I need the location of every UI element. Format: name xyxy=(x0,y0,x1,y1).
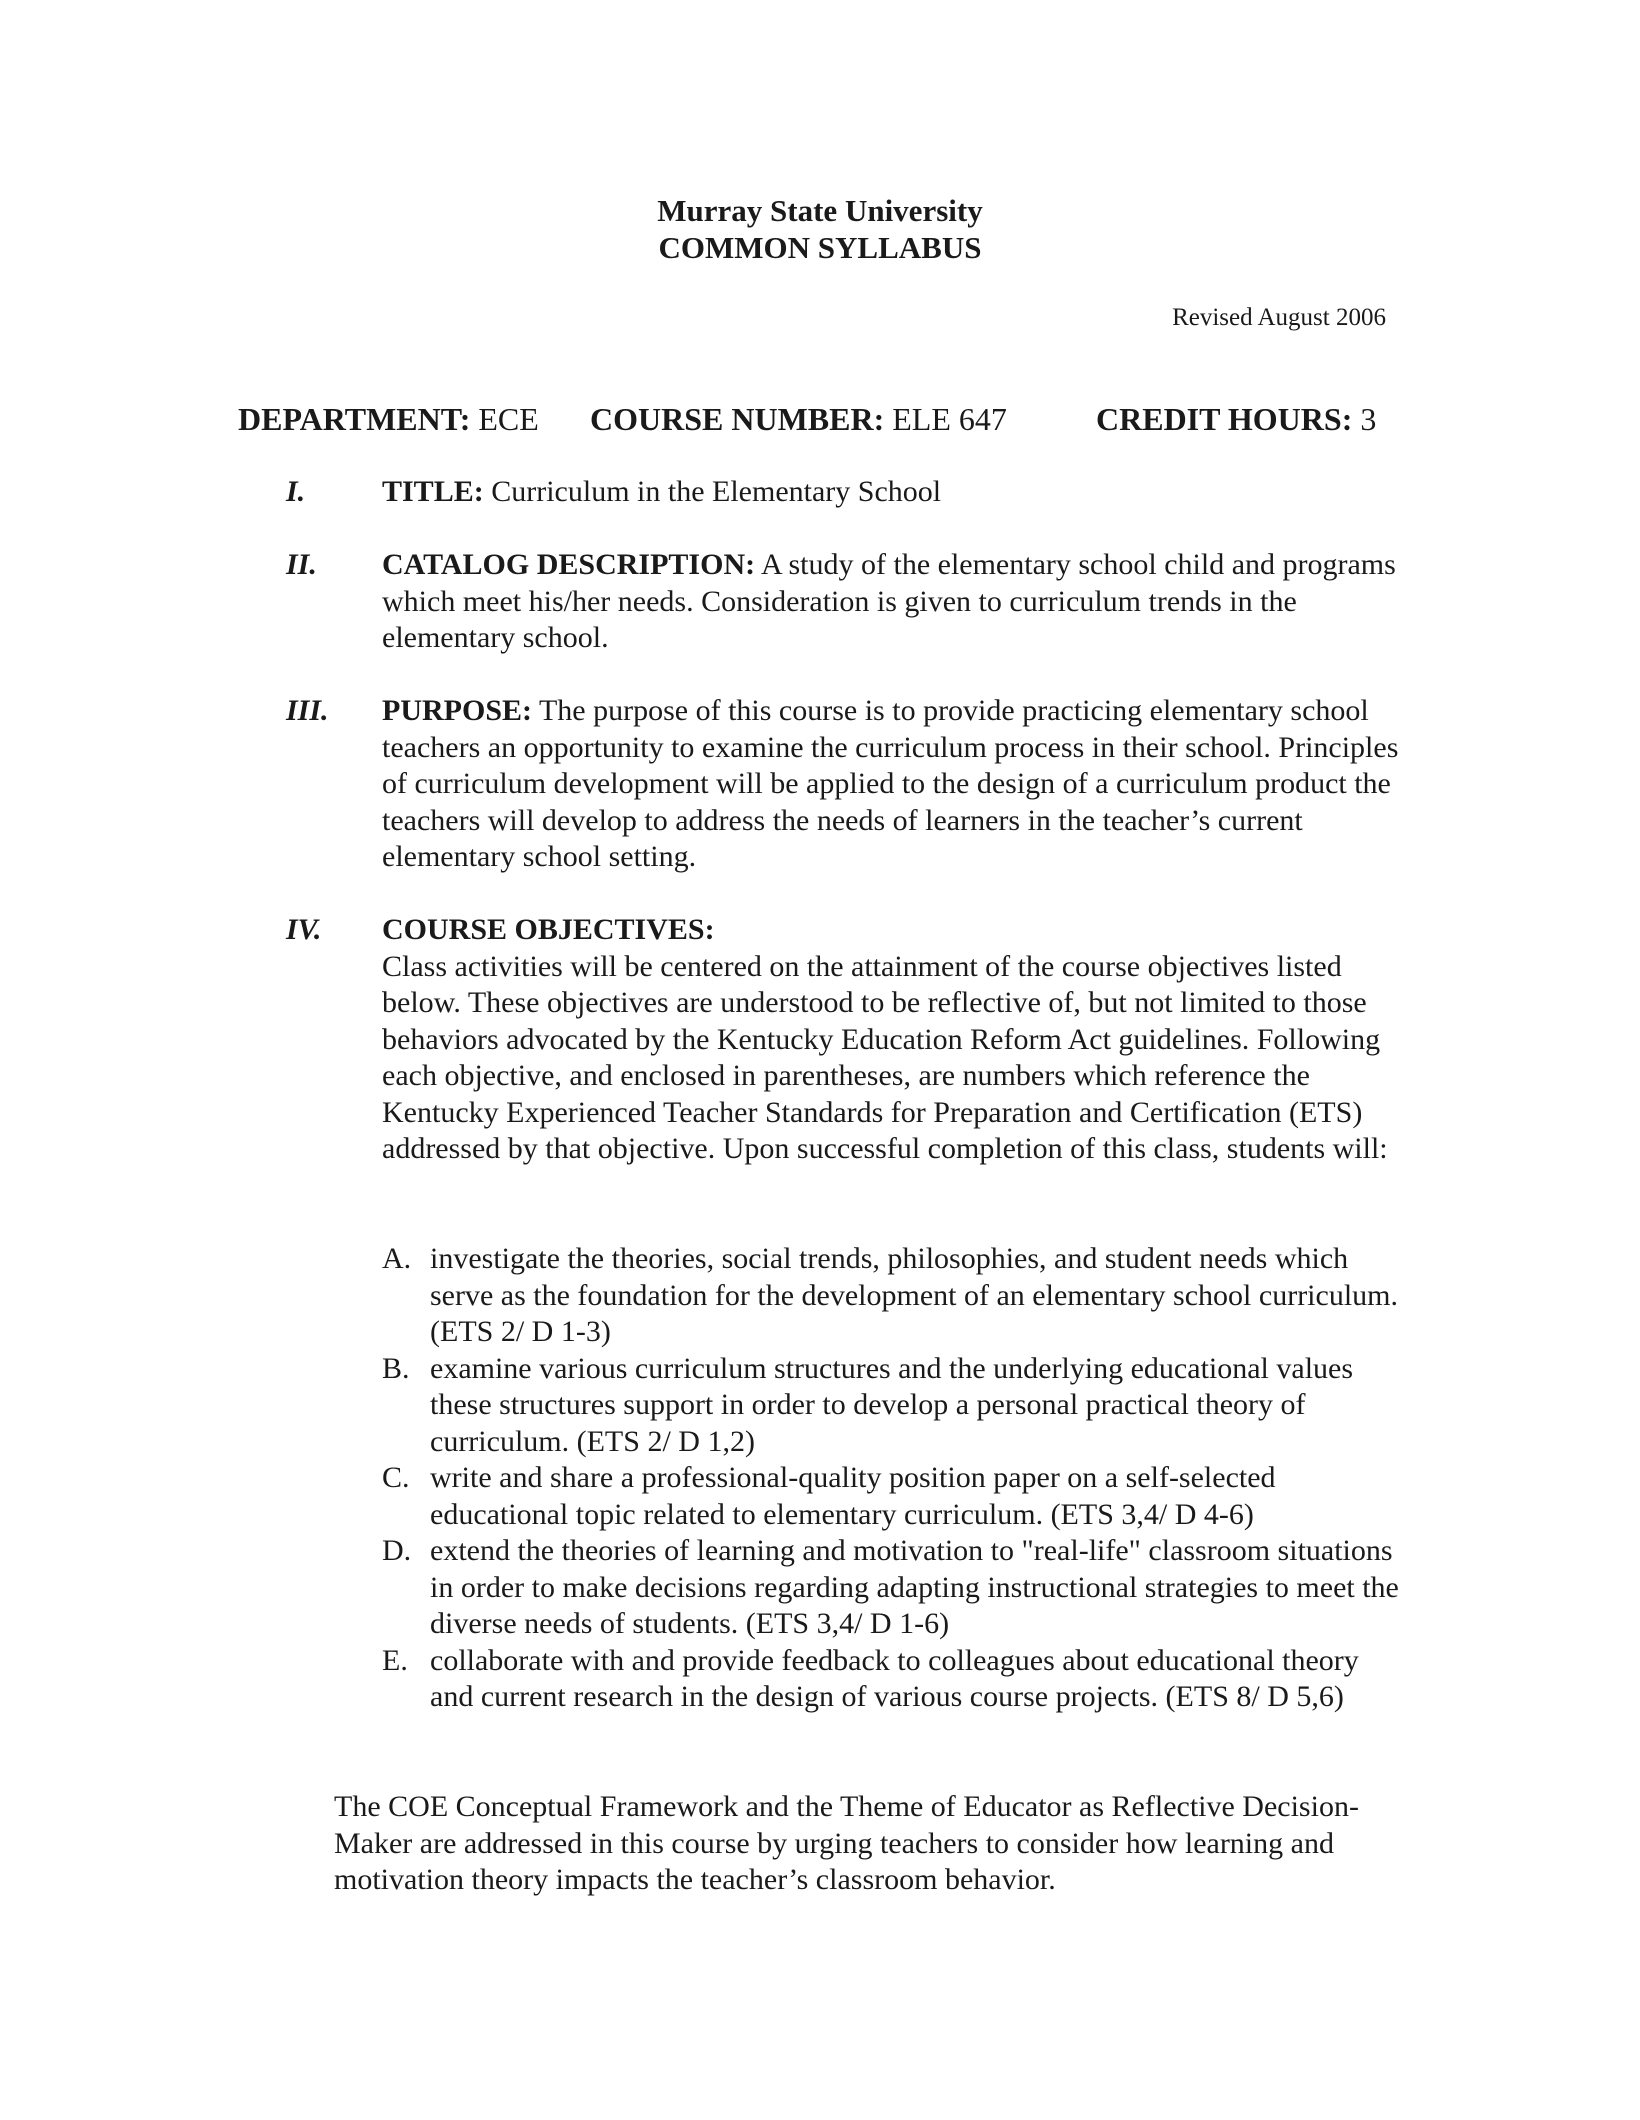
section-label: PURPOSE: xyxy=(382,694,532,727)
objective-item xyxy=(382,1460,1402,1533)
section-body xyxy=(382,693,1406,876)
objective-item xyxy=(382,1241,1402,1351)
objective-text: examine various curriculum structures and the underlying educational values these structures support in order to develop a personal practical theory of curriculum. (ETS 2/ D 1,2) xyxy=(430,1351,1354,1458)
section-number: II. xyxy=(286,548,317,581)
objectives-list xyxy=(382,1241,1402,1716)
section-body xyxy=(382,912,1406,1168)
section-label: COURSE OBJECTIVES: xyxy=(382,913,715,946)
section-body xyxy=(382,547,1406,657)
credit-hours-field xyxy=(1096,401,1376,438)
department-value: ECE xyxy=(478,401,539,437)
objective-letter: A. xyxy=(382,1242,412,1275)
section-number: III. xyxy=(286,694,329,727)
credit-hours-value: 3 xyxy=(1360,401,1377,437)
section-number: I. xyxy=(286,475,306,508)
objective-letter: B. xyxy=(382,1351,410,1385)
credit-hours-label: CREDIT HOURS: xyxy=(1096,401,1353,437)
section-text: The purpose of this course is to provide practicing elementary school teachers an opportunity to examine the curriculum process in their school. Principles of curriculum development will be applied to the design of a curriculum product the teachers will develop to address the needs of learners in the teacher’s current elementary school setting. xyxy=(382,694,1399,873)
objective-letter: E. xyxy=(382,1643,408,1677)
objective-letter: D. xyxy=(382,1534,412,1567)
objective-text: investigate the theories, social trends, philosophies, and student needs which serve as the foundation for the development of an elementary school curriculum. (ETS 2/ D 1-3) xyxy=(430,1242,1398,1348)
course-number-field xyxy=(590,401,1007,438)
section-label: TITLE: xyxy=(382,475,484,508)
objective-text: write and share a professional-quality position paper on a self-selected educational topic related to elementary curriculum. (ETS 3,4/ D 4-6) xyxy=(430,1461,1276,1531)
section-text: Curriculum in the Elementary School xyxy=(491,475,942,508)
section-label: CATALOG DESCRIPTION: xyxy=(382,548,756,581)
section-text: A study of the elementary school child and programs which meet his/her needs. Consideration is given to curriculum trends in the elementary school. xyxy=(382,548,1396,654)
section-number: IV. xyxy=(286,913,322,946)
department-field xyxy=(238,401,539,438)
closing-paragraph: The COE Conceptual Framework and the Theme of Educator as Reflective Decision-Maker are addressed in this course by urging teachers to consider how learning and motivation theory impacts the teacher’s classroom behavior. xyxy=(334,1790,1359,1896)
objective-text: collaborate with and provide feedback to colleagues about educational theory and current research in the design of various course projects. (ETS 8/ D 5,6) xyxy=(430,1643,1359,1713)
objective-text: extend the theories of learning and motivation to "real-life" classroom situations in order to make decisions regarding adapting instructional strategies to meet the diverse needs of students. (ETS 3,4/ D 1-6) xyxy=(430,1534,1399,1640)
course-number-label: COURSE NUMBER: xyxy=(590,401,885,437)
revised-date: Revised August 2006 xyxy=(1172,304,1386,331)
objective-letter: C. xyxy=(382,1461,410,1494)
university-name: Murray State University xyxy=(657,193,983,228)
syllabus-title: COMMON SYLLABUS xyxy=(658,230,982,265)
section-body xyxy=(382,474,1406,511)
department-label: DEPARTMENT: xyxy=(238,401,471,437)
section-text: Class activities will be centered on the attainment of the course objectives listed below. These objectives are understood to be reflective of, but not limited to those behaviors advocated by the Kentucky Education Reform Act guidelines. Following each objective, and enclosed in parentheses, are numbers which reference the Kentucky Experienced Teacher Standards for Preparation and Certification (ETS) addressed by that objective. Upon successful completion of this class, students will: xyxy=(382,949,1388,1165)
objective-item xyxy=(382,1533,1402,1643)
objective-item xyxy=(382,1643,1402,1716)
document-header xyxy=(0,192,1640,266)
course-number-value: ELE 647 xyxy=(892,401,1007,437)
objective-item xyxy=(382,1351,1402,1461)
